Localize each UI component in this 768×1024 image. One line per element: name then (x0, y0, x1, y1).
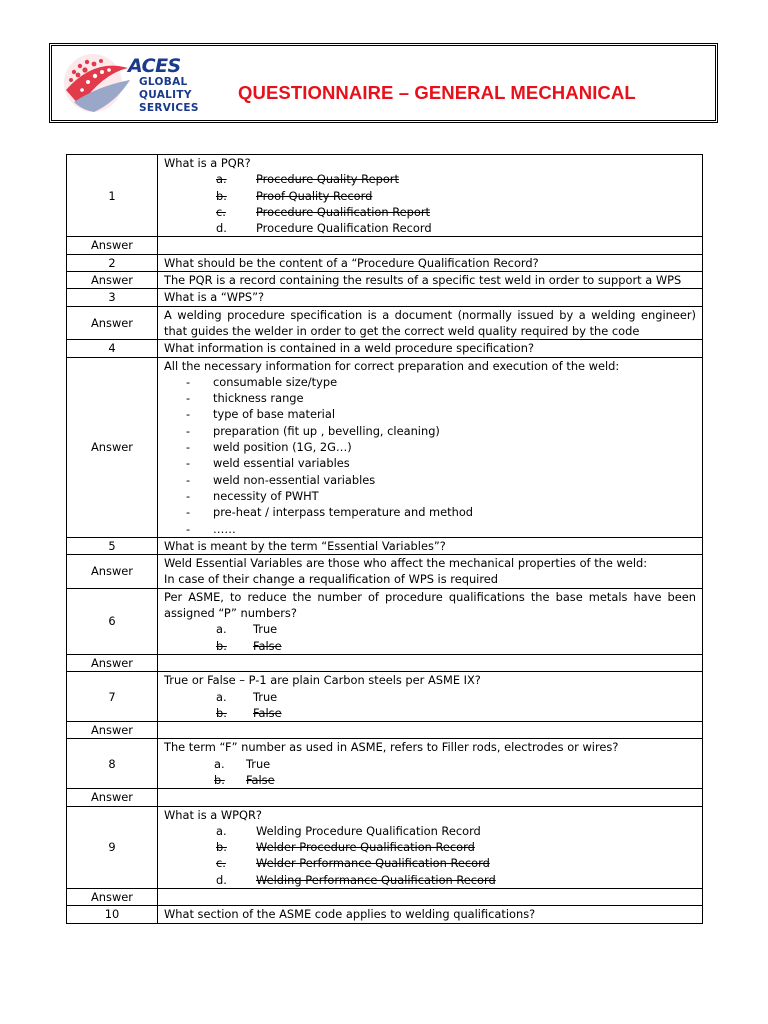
table-row (67, 672, 703, 722)
question-number: 6 (67, 588, 158, 654)
option-correct: a. True (214, 756, 271, 771)
option: c. Procedure Qualification Report (216, 204, 430, 219)
question-number: 4 (67, 340, 158, 357)
list-item: - consumable size/type (186, 374, 338, 389)
logo-brand: ACES (128, 55, 181, 77)
aces-logo (60, 50, 208, 116)
question-number: 1 (67, 155, 158, 237)
question-text: What is meant by the term “Essential Variables”? (158, 537, 703, 554)
question-number: 7 (67, 672, 158, 722)
answer-text (158, 889, 703, 906)
question-number: 9 (67, 806, 158, 888)
table-row (67, 806, 703, 888)
answer-label: Answer (67, 555, 158, 589)
option: b. False (216, 638, 282, 653)
document-header (49, 43, 718, 123)
question-number: 2 (67, 254, 158, 271)
option: b. False (214, 772, 275, 787)
answer-label: Answer (67, 237, 158, 254)
questionnaire-table (66, 154, 703, 924)
option: a. Procedure Quality Report (216, 172, 399, 187)
answer-cell (158, 555, 703, 589)
table-row (67, 906, 703, 923)
answer-text (158, 654, 703, 671)
logo-line-services: SERVICES (139, 102, 199, 114)
answer-row (67, 789, 703, 806)
list-item: - necessity of PWHT (186, 488, 319, 503)
option: b. Welder Procedure Qualification Record (216, 840, 475, 855)
answer-label: Answer (67, 272, 158, 289)
answer-row (67, 306, 703, 340)
option-correct: d. Procedure Qualification Record (216, 221, 432, 236)
answer-text (158, 722, 703, 739)
list-item: - weld position (1G, 2G…) (186, 440, 352, 455)
question-text: What should be the content of a “Procedure Qualification Record? (158, 254, 703, 271)
globe-icon (60, 50, 132, 116)
option-correct: a. True (216, 689, 278, 704)
page-title: QUESTIONNAIRE – GENERAL MECHANICAL (238, 82, 636, 103)
table-row (67, 739, 703, 789)
option: d. Welding Performance Qualification Record (216, 872, 496, 887)
answer-row (67, 357, 703, 537)
question-cell (158, 806, 703, 888)
list-item: - weld essential variables (186, 456, 350, 471)
question-cell (158, 588, 703, 654)
list-item: - …… (186, 521, 236, 536)
logo-line-quality: QUALITY (139, 89, 192, 101)
option-correct: a. Welding Procedure Qualification Record (216, 823, 481, 838)
question-number: 8 (67, 739, 158, 789)
answer-row (67, 889, 703, 906)
question-text: Per ASME, to reduce the number of procedure qualifications the base metals have been assigned “P” numbers? (164, 589, 696, 621)
answer-row (67, 722, 703, 739)
answer-label: Answer (67, 889, 158, 906)
answer-row (67, 654, 703, 671)
option: b. Proof Quality Record (216, 188, 373, 203)
table-row (67, 289, 703, 306)
table-row (67, 537, 703, 554)
answer-row (67, 272, 703, 289)
option: c. Welder Performance Qualification Record (216, 856, 490, 871)
question-text: What section of the ASME code applies to welding qualifications? (158, 906, 703, 923)
answer-text: A welding procedure specification is a document (normally issued by a welding engineer) that guides the welder in order to get the correct weld quality required by the code (158, 306, 703, 340)
table-row (67, 254, 703, 271)
answer-intro: All the necessary information for correct preparation and execution of the weld: (164, 358, 620, 373)
answer-label: Answer (67, 789, 158, 806)
question-text: What is a “WPS”? (158, 289, 703, 306)
question-text: The term “F” number as used in ASME, refers to Filler rods, electrodes or wires? (164, 740, 619, 755)
table-row (67, 155, 703, 237)
list-item: - type of base material (186, 407, 335, 422)
answer-row (67, 555, 703, 589)
answer-line: In case of their change a requalification of WPS is required (164, 572, 498, 587)
question-text: What is a WPQR? (164, 807, 262, 822)
question-number: 5 (67, 537, 158, 554)
list-item: - preparation (fit up , bevelling, cleaning) (186, 423, 440, 438)
question-number: 3 (67, 289, 158, 306)
question-text: What information is contained in a weld procedure specification? (158, 340, 703, 357)
answer-label: Answer (67, 722, 158, 739)
table-row (67, 588, 703, 654)
answer-text: The PQR is a record containing the results of a specific test weld in order to support a WPS (158, 272, 703, 289)
logo-line-global: GLOBAL (139, 76, 188, 88)
table-row (67, 340, 703, 357)
option: b. False (216, 705, 282, 720)
list-item: - pre-heat / interpass temperature and method (186, 505, 474, 520)
question-text: What is a PQR? (164, 156, 251, 170)
answer-label: Answer (67, 357, 158, 537)
option-correct: a. True (216, 622, 278, 637)
answer-label: Answer (67, 306, 158, 340)
answer-row (67, 237, 703, 254)
answer-text (158, 237, 703, 254)
question-text: True or False – P-1 are plain Carbon steels per ASME IX? (164, 673, 481, 688)
question-cell (158, 155, 703, 237)
answer-cell (158, 357, 703, 537)
answer-line: Weld Essential Variables are those who affect the mechanical properties of the weld: (164, 556, 648, 571)
list-item: - weld non-essential variables (186, 472, 376, 487)
question-cell (158, 739, 703, 789)
question-cell (158, 672, 703, 722)
answer-label: Answer (67, 654, 158, 671)
question-number: 10 (67, 906, 158, 923)
answer-text (158, 789, 703, 806)
list-item: - thickness range (186, 391, 304, 406)
